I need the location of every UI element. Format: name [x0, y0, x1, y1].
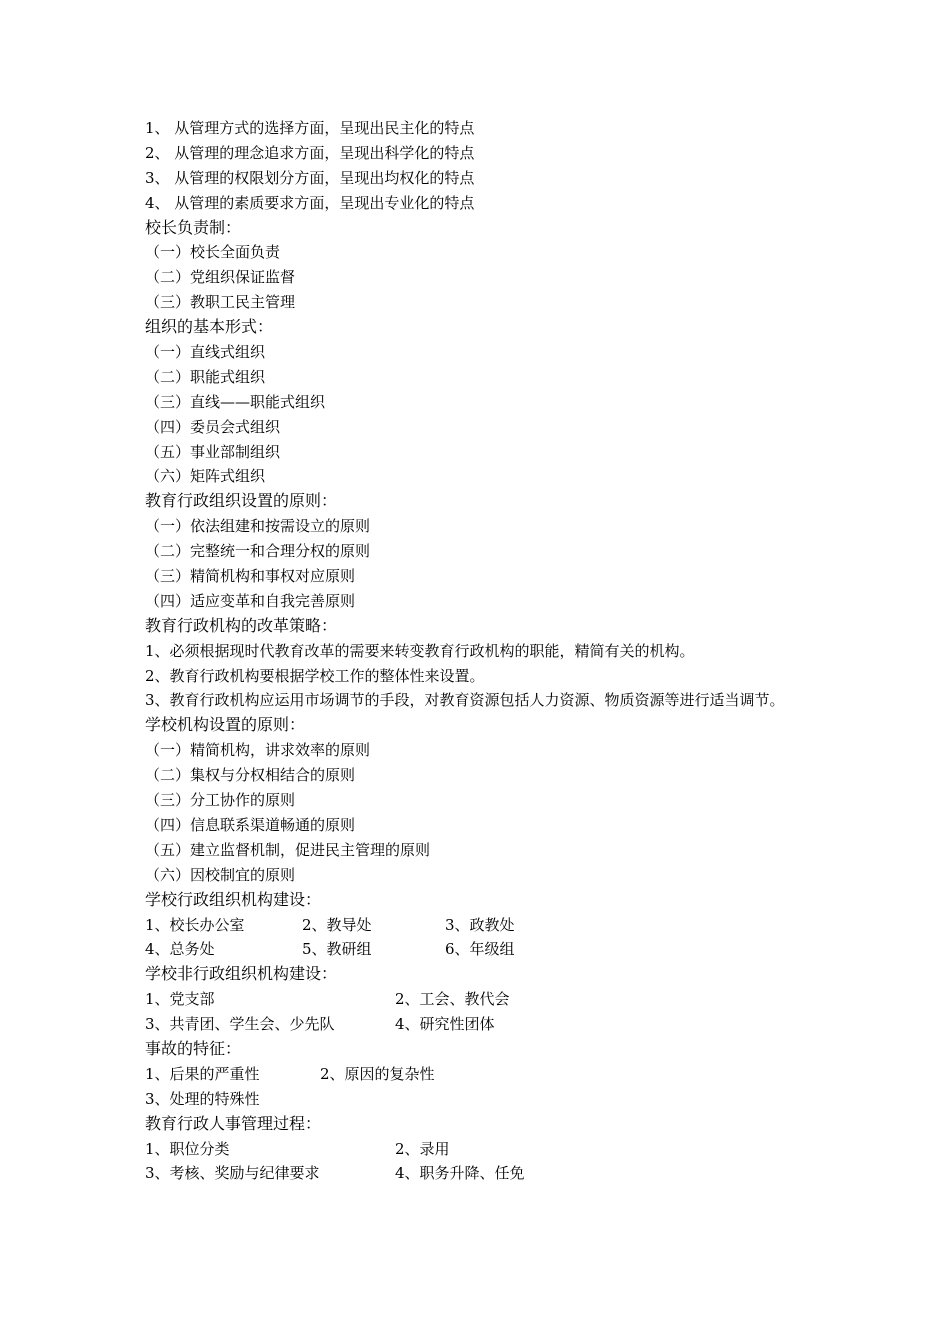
list-item: 3、共青团、学生会、少先队 — [145, 1015, 335, 1034]
section-heading: 学校行政组织机构建设： — [145, 889, 322, 909]
section-heading: 事故的特征： — [145, 1038, 242, 1058]
table-row — [145, 1161, 815, 1186]
list-item: 2、 从管理的理念追求方面，呈现出科学化的特点 — [145, 143, 475, 162]
list-item: （三）教职工民主管理 — [145, 293, 296, 312]
list-item: 2、工会、教代会 — [395, 990, 510, 1009]
list-item: 1、必须根据现时代教育改革的需要来转变教育行政机构的职能，精简有关的机构。 — [145, 641, 695, 660]
school-org-principles-section — [145, 713, 815, 887]
list-item: 4、总务处 — [145, 940, 215, 959]
admin-org-principles-section — [145, 489, 815, 613]
accident-features-section — [145, 1037, 815, 1112]
list-item: （二）职能式组织 — [145, 367, 266, 386]
list-item: 1、 从管理方式的选择方面，呈现出民主化的特点 — [145, 119, 475, 137]
document-page — [145, 116, 815, 1186]
reform-strategy-section — [145, 614, 815, 714]
section-heading: 学校机构设置的原则： — [145, 715, 306, 735]
org-forms-section — [145, 315, 815, 489]
list-item: 2、教导处 — [302, 915, 372, 934]
personnel-process-section — [145, 1112, 815, 1187]
list-item: （六）矩阵式组织 — [145, 467, 266, 486]
list-item: （三）精简机构和事权对应原则 — [145, 567, 356, 586]
list-item: 1、校长办公室 — [145, 915, 245, 934]
section-heading: 教育行政人事管理过程： — [145, 1113, 322, 1133]
section-heading: 组织的基本形式： — [145, 317, 274, 337]
list-item: （一）精简机构，讲求效率的原则 — [145, 741, 371, 760]
table-row — [145, 1012, 815, 1037]
table-row — [145, 1087, 815, 1112]
list-item: （二）集权与分权相结合的原则 — [145, 766, 356, 785]
list-item: 2、教育行政机构要根据学校工作的整体性来设置。 — [145, 666, 485, 685]
principal-system-section — [145, 216, 815, 316]
list-item: （五）建立监督机制，促进民主管理的原则 — [145, 840, 431, 859]
list-item: （五）事业部制组织 — [145, 442, 281, 461]
list-item: 3、 从管理的权限划分方面，呈现出均权化的特点 — [145, 168, 475, 187]
list-item: （二）完整统一和合理分权的原则 — [145, 542, 371, 561]
list-item: 2、原因的复杂性 — [320, 1064, 435, 1083]
management-features-list — [145, 116, 815, 216]
list-item: （一）校长全面负责 — [145, 243, 281, 262]
list-item: （三）直线——职能式组织 — [145, 392, 326, 411]
list-item: 4、 从管理的素质要求方面，呈现出专业化的特点 — [145, 193, 475, 212]
list-item: （三）分工协作的原则 — [145, 791, 296, 810]
list-item: 2、录用 — [395, 1139, 450, 1158]
list-item: 4、职务升降、任免 — [395, 1164, 525, 1183]
list-item: 6、年级组 — [445, 940, 515, 959]
list-item: 3、政教处 — [445, 915, 515, 934]
list-item: 1、职位分类 — [145, 1139, 230, 1158]
school-admin-org-section — [145, 888, 815, 963]
table-row — [145, 1062, 815, 1087]
school-nonadmin-org-section — [145, 962, 815, 1037]
list-item: 3、处理的特殊性 — [145, 1089, 260, 1108]
table-row — [145, 937, 815, 962]
table-row — [145, 913, 815, 938]
list-item: （六）因校制宜的原则 — [145, 865, 296, 884]
table-row — [145, 1137, 815, 1162]
list-item: 3、考核、奖励与纪律要求 — [145, 1164, 320, 1183]
list-item: （一）依法组建和按需设立的原则 — [145, 517, 371, 536]
list-item: 1、后果的严重性 — [145, 1064, 260, 1083]
list-item: （四）委员会式组织 — [145, 417, 281, 436]
section-heading: 教育行政机构的改革策略： — [145, 615, 338, 635]
list-item: 4、研究性团体 — [395, 1015, 495, 1034]
table-row — [145, 987, 815, 1012]
list-item: 1、党支部 — [145, 990, 215, 1009]
list-item: （一）直线式组织 — [145, 343, 266, 362]
section-heading: 校长负责制： — [145, 217, 242, 237]
section-heading: 学校非行政组织机构建设： — [145, 964, 338, 984]
list-item: 3、教育行政机构应运用市场调节的手段，对教育资源包括人力资源、物质资源等进行适当调节。 — [145, 691, 785, 710]
list-item: 5、教研组 — [302, 940, 372, 959]
section-heading: 教育行政组织设置的原则： — [145, 491, 338, 511]
list-item: （四）适应变革和自我完善原则 — [145, 591, 356, 610]
list-item: （二）党组织保证监督 — [145, 268, 296, 287]
list-item: （四）信息联系渠道畅通的原则 — [145, 815, 356, 834]
